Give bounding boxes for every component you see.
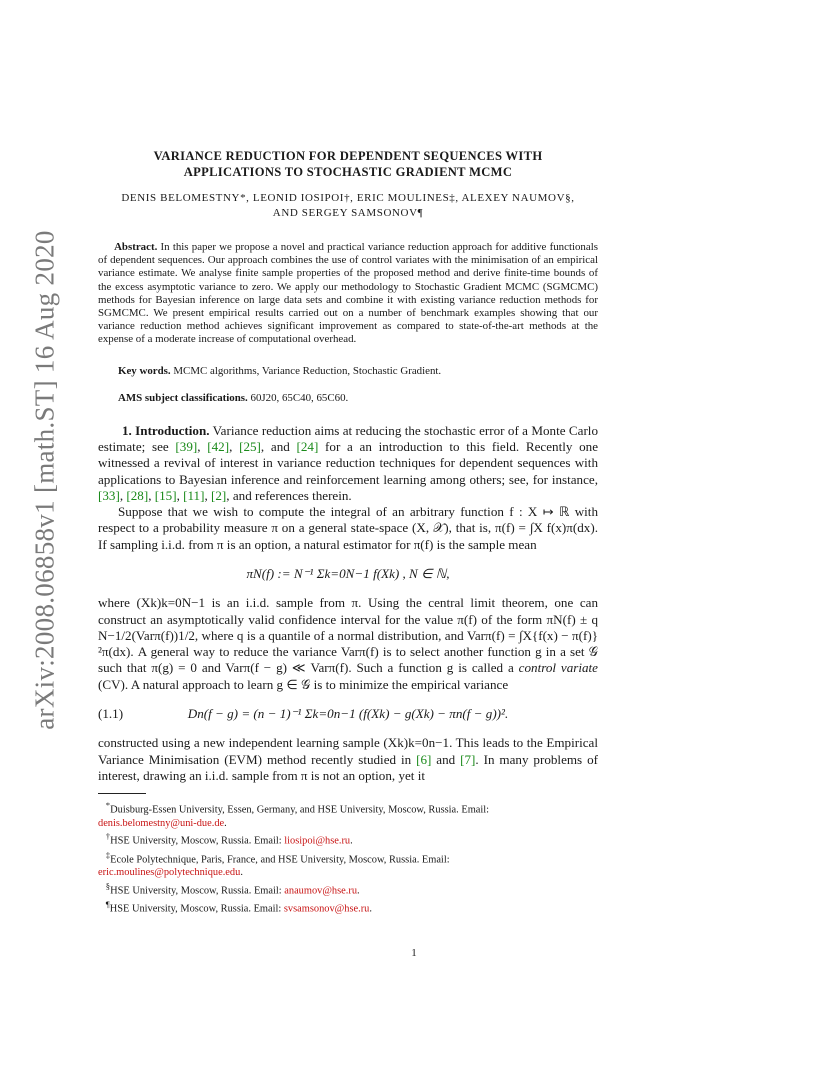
intro-text-4a: constructed using a new independent learning sample (Xk)k=0n−1. This leads to the Empirical Variance Minimisation (EVM) method recently studied in — [98, 735, 598, 767]
email-link-samsonov[interactable]: svsamsonov@hse.ru — [283, 903, 370, 915]
abstract — [98, 241, 598, 347]
citation-24[interactable]: [24] — [296, 438, 319, 454]
ams-label: AMS subject classifications. — [118, 392, 248, 405]
footnote-4-mark: § — [105, 880, 111, 891]
keywords — [118, 365, 598, 379]
abstract-text: In this paper we propose a novel and practical variance reduction approach for additive functionals of dependent sequences. Our approach combines the use of control variates with the minimisation of an empirical variance estimate. We analyse finite sample properties of the proposed method and derive finite-time bounds of the excess asymptotic variance to zero. We apply our methodology to Stochastic Gradient MCMC (SGMCMC) methods for Bayesian inference on large data sets and combine it with existing variance reduction methods for SGMCMC. We present empirical results carried out on a number of benchmark examples showing that our variance reduction method achieves significant improvement as compared to state-of-the-art methods at the expense of a moderate increase of computational overhead. — [98, 241, 598, 346]
control-variate-term: control variate — [518, 660, 598, 676]
footnote-5 — [98, 898, 598, 916]
footnote-2 — [98, 830, 598, 848]
authors-line-2: AND SERGEY SAMSONOV¶ — [272, 207, 424, 219]
footnote-divider — [98, 793, 146, 794]
intro-paragraph-1: 1. Introduction. Variance reduction aims at reducing the stochastic error of a Monte Carlo estimate; see [39], [42], [25], and [24] for a an introduction to this field. Recently one witnessed a revival of interest in variance reduction techniques for dependent sequences with applications to Bayesian inference and reinforcement learning among others; see, for instance, [33], [28], [15], [11], [2], and references therein. — [98, 422, 599, 503]
footnote-2-mark: † — [105, 831, 111, 842]
footnote-4-text: HSE University, Moscow, Russia. Email: — [110, 885, 285, 897]
abstract-label: Abstract. — [114, 241, 158, 253]
intro-text-3: where (Xk)k=0N−1 is an i.i.d. sample from π. Using the central limit theorem, one can construct an asymptotically valid confidence interval for the value π(f) of the form πN(f) ± q N−1/2(Varπ(f))1/2, where q is a quantile of a normal distribution, and Varπ(f) = ∫X{f(x) − π(f)}²π(dx). A general way to reduce the variance Varπ(f) is to select another function g in a set 𝒢 such that π(g) = 0 and Varπ(f − g) ≪ Varπ(f). Such a function g is called a — [98, 595, 598, 676]
citation-28[interactable]: [28] — [126, 487, 149, 503]
footnote-1-text: Duisburg-Essen University, Essen, Germany, and HSE University, Moscow, Russia. Email: — [110, 804, 490, 816]
section-heading: 1. Introduction. — [122, 422, 210, 438]
intro-text-3-end: (CV). A natural approach to learn g ∈ 𝒢 is to minimize the empirical variance — [98, 676, 509, 692]
keywords-label: Key words. — [118, 364, 171, 377]
arxiv-identifier — [20, 230, 70, 730]
footnote-5-end: . — [369, 903, 372, 915]
footnote-5-mark: ¶ — [105, 898, 110, 909]
footnote-4-end: . — [357, 885, 360, 897]
ams-text: 60J20, 65C40, 65C60. — [250, 392, 349, 405]
footnote-2-text: HSE University, Moscow, Russia. Email: — [110, 835, 285, 847]
ams-classification — [118, 392, 598, 406]
intro-text-4-and: and — [431, 751, 461, 767]
email-link-naumov[interactable]: anaumov@hse.ru — [284, 885, 358, 897]
citation-25[interactable]: [25] — [239, 438, 261, 454]
arxiv-identifier-text: arXiv:2008.06858v1 [math.ST] 16 Aug 2020 — [29, 230, 60, 730]
keywords-text: MCMC algorithms, Variance Reduction, Stochastic Gradient. — [173, 364, 442, 377]
author-list — [98, 191, 598, 221]
footnote-3-text: Ecole Polytechnique, Paris, France, and HSE University, Moscow, Russia. Email: — [110, 854, 450, 866]
footnote-1-mark: * — [105, 800, 111, 811]
paper-page — [98, 148, 598, 916]
email-link-iosipoi[interactable]: liosipoi@hse.ru — [284, 835, 351, 847]
footnote-1-end: . — [224, 817, 227, 829]
title-line-2: APPLICATIONS TO STOCHASTIC GRADIENT MCMC — [183, 165, 513, 179]
citation-2[interactable]: [2] — [211, 487, 227, 503]
footnote-1 — [98, 799, 598, 830]
equation-sample-mean: πN(f) := N⁻¹ Σk=0N−1 f(Xk) , N ∈ ℕ, — [246, 566, 450, 581]
footnote-5-text: HSE University, Moscow, Russia. Email: — [109, 903, 284, 915]
intro-paragraph-4 — [98, 735, 598, 784]
email-link-moulines[interactable]: eric.moulines@polytechnique.edu — [98, 866, 241, 878]
citation-6[interactable]: [6] — [416, 751, 432, 767]
intro-text-1b: for a an introduction to this field. Recently one witnessed a revival of interest in variance reduction techniques for dependent sequences with applications to Bayesian inference and reinforcement learning among others; see, for instance, — [98, 438, 599, 487]
page-number: 1 — [411, 947, 417, 959]
footnote-4 — [98, 880, 598, 898]
intro-text-4b: . In many problems of interest, drawing an i.i.d. sample from π is not an option, yet it — [98, 751, 598, 783]
footnote-3 — [98, 849, 598, 880]
citation-11[interactable]: [11] — [183, 487, 205, 503]
intro-paragraph-3 — [98, 595, 598, 693]
paper-title — [98, 148, 598, 180]
equation-empirical-variance: Dn(f − g) = (n − 1)⁻¹ Σk=0n−1 (f(Xk) − g(Xk) − πn(f − g))². — [187, 706, 509, 722]
intro-paragraph-2: Suppose that we wish to compute the integral of an arbitrary function f : X ↦ ℝ with respect to a probability measure π on a general state-space (X, 𝒳), that is, π(f) = ∫X f(x)π(dx). If sampling i.i.d. from π is an option, a natural estimator for π(f) is the sample mean — [98, 504, 598, 552]
equation-number: (1.1) — [98, 706, 124, 722]
authors-line-1: DENIS BELOMESTNY*, LEONID IOSIPOI†, ERIC MOULINES‡, ALEXEY NAUMOV§, — [121, 192, 575, 204]
citation-39[interactable]: [39] — [175, 438, 198, 454]
footnote-3-mark: ‡ — [105, 849, 111, 860]
citation-7[interactable]: [7] — [460, 751, 476, 767]
email-link-belomestny[interactable]: denis.belomestny@uni-due.de — [98, 817, 225, 829]
footnote-3-end: . — [240, 866, 243, 878]
intro-text-1a: Variance reduction aims at reducing the stochastic error of a Monte Carlo estimate; see — [98, 422, 598, 454]
citation-33[interactable]: [33] — [98, 487, 120, 503]
citation-42[interactable]: [42] — [207, 438, 230, 454]
title-line-1: VARIANCE REDUCTION FOR DEPENDENT SEQUENCES WITH — [153, 149, 543, 163]
citation-15[interactable]: [15] — [154, 487, 177, 503]
equation-1-1 — [98, 706, 598, 722]
footnote-2-end: . — [350, 835, 353, 847]
intro-text-1c: , and references therein. — [226, 487, 352, 503]
